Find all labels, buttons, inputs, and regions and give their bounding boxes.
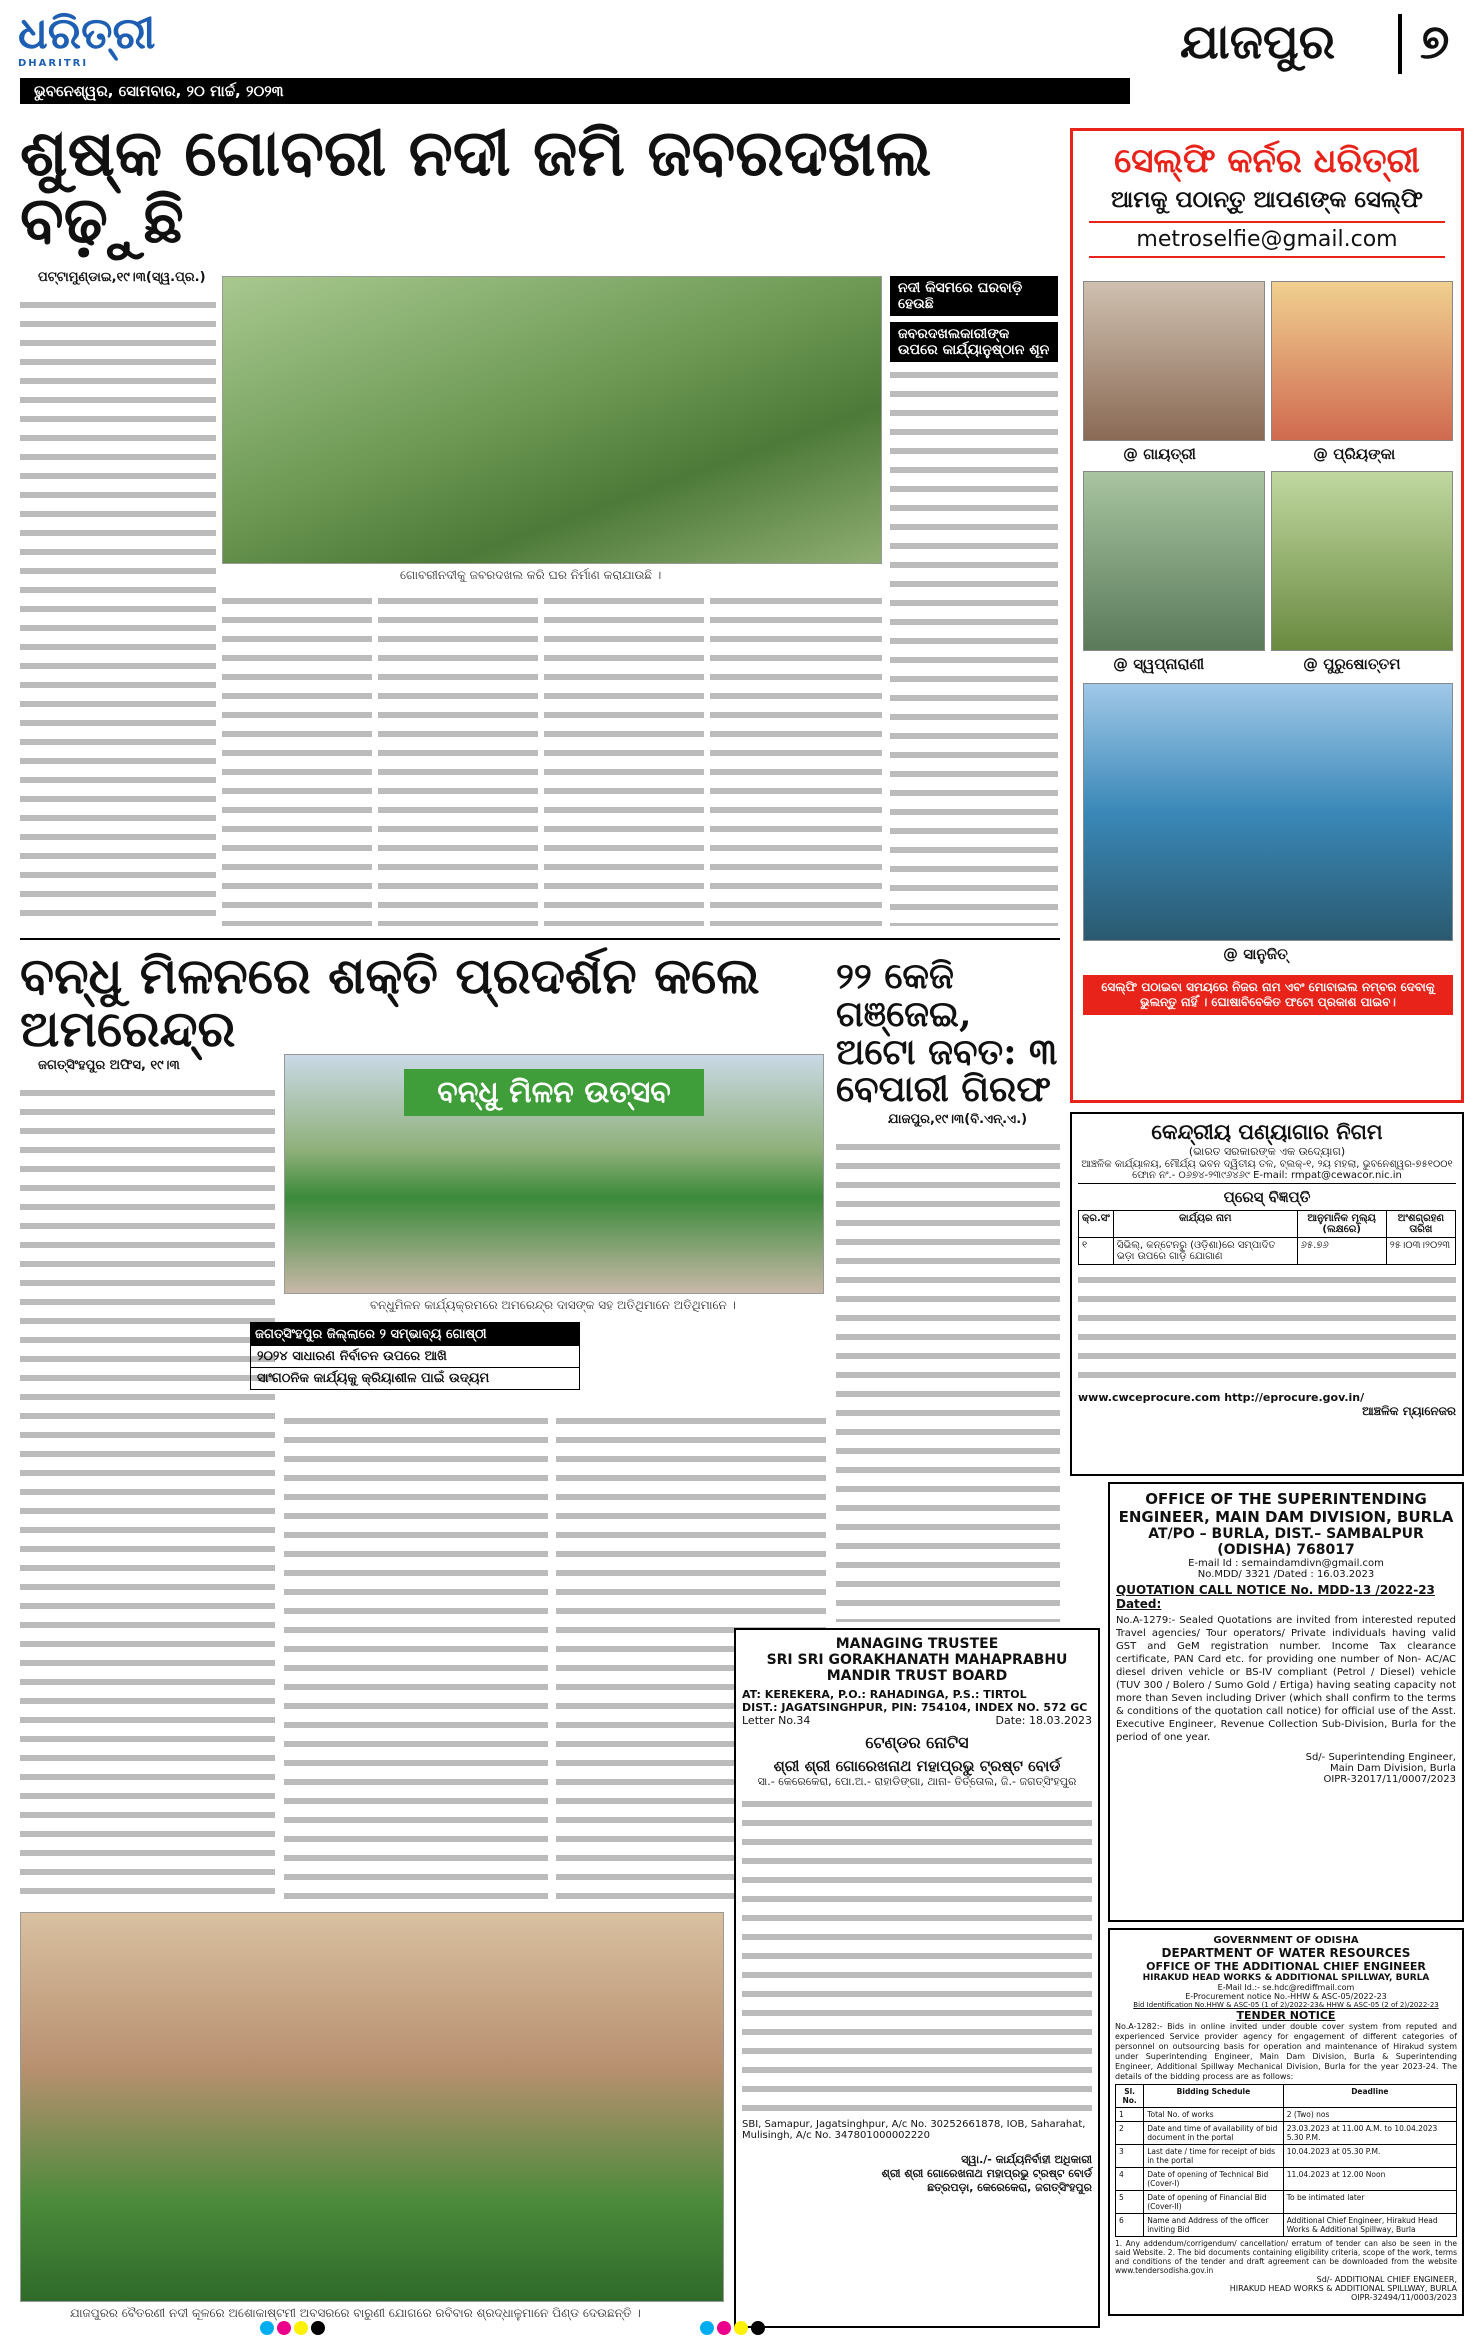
- ad-trust-l4: AT: KEREKERA, P.O.: RAHADINGA, P.S.: TIRTOL: [742, 1688, 1027, 1701]
- table-cell: Total No. of works: [1144, 2108, 1283, 2122]
- table-cell: To be intimated later: [1283, 2191, 1456, 2214]
- ad-hirakud-oipr: OIPR-32494/11/0003/2023: [1350, 2293, 1457, 2302]
- ad-burla-sign-2: Main Dam Division, Burla: [1330, 1763, 1456, 1774]
- table-row: [1116, 2168, 1457, 2191]
- table-cell: 2 (Two) nos: [1283, 2108, 1456, 2122]
- table-cell: Date of opening of Technical Bid (Cover-I): [1144, 2168, 1283, 2191]
- selfie-name-5: @ ସାନୁଜିତ୍: [1223, 945, 1288, 963]
- ad-burla-title: OFFICE OF THE SUPERINTENDING ENGINEER, MAIN DAM DIVISION, BURLA: [1118, 1490, 1454, 1526]
- ad-cwc-body: [1078, 1271, 1456, 1391]
- ad-cwc-website[interactable]: www.cwceprocure.com http://eprocure.gov.in/: [1078, 1391, 1365, 1404]
- ad-trust: [734, 1628, 1100, 2328]
- table-cell: 11.04.2023 at 12.00 Noon: [1283, 2168, 1456, 2191]
- story3-dateline: ଯାଜପୁର,୧୯।୩(ବି.ଏନ୍.ଏ.): [888, 1112, 1028, 1127]
- table-row: [1116, 2191, 1457, 2214]
- logo-text: ଧରିତ୍ରୀ: [18, 8, 156, 59]
- story4-photo-caption: ଯାଜପୁରର ବୈତରଣୀ ନଦୀ କୂଳରେ ଅଶୋକାଷ୍ଟମୀ ଅବସରରେ ବାରୁଣୀ ଯୋଗରେ ରବିବାର ଶ୍ରଦ୍ଧାଳୁମାନେ ପିଣ୍ଡ ଦେଉଛନ୍ତି ।: [70, 2306, 641, 2320]
- story1-highlight-1: ନଦୀ କିସମରେ ଘରବାଡ଼ି ହେଉଛି: [890, 276, 1058, 316]
- ad-hirakud-table: [1115, 2084, 1457, 2237]
- ad-cwc-th-3: ଆନୁମାନିକ ମୂଲ୍ୟ (ଲକ୍ଷରେ): [1297, 1211, 1386, 1238]
- selfie-email[interactable]: metroselfie@gmail.com: [1089, 221, 1445, 258]
- ad-trust-sign-1: ସ୍ୱା./- କାର୍ଯ୍ୟନିର୍ବାହୀ ଅଧିକାରୀ: [961, 2153, 1092, 2166]
- ad-burla: [1108, 1482, 1464, 1922]
- ad-hirakud-th-1: Sl. No.: [1116, 2085, 1144, 2108]
- selfie-footer: ସେଲ୍‌ଫି ପଠାଇବା ସମୟରେ ନିଜର ନାମ ଏବଂ ମୋବାଇଲ ନମ୍ବର ଦେବାକୁ ଭୁଲନ୍ତୁ ନାହିଁ । ଘୋଷାବିବେକିତ ଫଟୋ ପ୍ରକାଶ ପାଇବ।: [1083, 975, 1453, 1015]
- story4-photo: [20, 1912, 724, 2302]
- ad-trust-letter: Letter No.34: [742, 1714, 811, 1727]
- ad-hirakud-dept: DEPARTMENT OF WATER RESOURCES: [1161, 1946, 1411, 1960]
- table-cell: 23.03.2023 at 11.00 A.M. to 10.04.2023 5.30 P.M.: [1283, 2122, 1456, 2145]
- story2-column-1: [20, 1084, 275, 1904]
- story3-headline: ୨୨ କେଜି ଗଞ୍ଜେଇ, ଅଟୋ ଜବତ: ୩ ବେପାରୀ ଗିରଫ: [836, 955, 1058, 1111]
- table-row: [1116, 2108, 1457, 2122]
- page-number: ୭: [1420, 14, 1450, 70]
- table-cell: Last date / time for receipt of bids in the portal: [1144, 2145, 1283, 2168]
- ad-cwc-td-1: ୧: [1079, 1238, 1114, 1265]
- ad-hirakud-sign-2: HIRAKUD HEAD WORKS & ADDITIONAL SPILLWAY, BURLA: [1229, 2284, 1457, 2293]
- table-cell: 1: [1116, 2108, 1144, 2122]
- ad-cwc-td-2: ସିଭିଲ୍, କନ୍ଟେନରୁ (ଓଡ଼ିଶା)ରେ ସମ୍ପାଦିତ ଭଡ଼ା ଉପରେ ଗାଡ଼ି ଯୋଗାଣ: [1113, 1238, 1297, 1265]
- story2-headline: ବନ୍ଧୁ ମିଳନରେ ଶକ୍ତି ପ୍ରଦର୍ଶନ କଲେ ଅମରେନ୍ଦ୍ର: [20, 946, 760, 1058]
- ad-hirakud-notes: 1. Any addendum/corrigendum/ cancellation/ erratum of tender can also be seen in the said Website. 2. The bid documents containing eligibility criteria, scope of the work, terms and conditions of the tender and draft agreement can be downloaded from the website www.tendersodisha.gov.in: [1115, 2239, 1457, 2275]
- story1-column-3: [378, 592, 538, 926]
- yellow-dot: [294, 2321, 308, 2335]
- ad-cwc-office: ଆଞ୍ଚଳିକ କାର୍ଯ୍ୟାଳୟ, ମୌର୍ଯ୍ୟ ଭବନ ଦ୍ୱିତୀୟ ତଳ, ବ୍ଲକ୍-୧, ୨ୟ ମହଲା, ଭୁବନେଶ୍ୱର-୭୫୧୦୦୧: [1081, 1159, 1453, 1170]
- selfie-name-3: @ ସ୍ୱପ୍ନାରାଣୀ: [1113, 655, 1205, 673]
- story1-headline: ଶୁଷ୍କ ଗୋବରୀ ନଦୀ ଜମି ଜବରଦଖଲ ବଢ଼ୁଛି: [20, 116, 932, 259]
- yellow-dot: [734, 2321, 748, 2335]
- ad-trust-l3: MANDIR TRUST BOARD: [826, 1668, 1008, 1684]
- story2-photo: [284, 1054, 824, 1294]
- ad-cwc-th-1: କ୍ର.ସଂ: [1079, 1211, 1114, 1238]
- ad-burla-address: AT/PO – BURLA, DIST.– SAMBALPUR (ODISHA) 768017: [1148, 1526, 1424, 1558]
- ad-cwc-sign: ଆଞ୍ଚଳିକ ମ୍ୟାନେଜର: [1362, 1404, 1456, 1418]
- story1-dateline: ପଟ୍ଟାମୁଣ୍ଡାଇ,୧୯।୩(ସ୍ୱ.ପ୍ର.): [38, 270, 206, 285]
- ad-trust-date: Date: 18.03.2023: [995, 1714, 1092, 1727]
- story2-dateline: ଜଗତ୍‌ସିଂହପୁର ଅଫିସ, ୧୯।୩: [38, 1058, 180, 1073]
- ad-cwc-subtitle: (ଭାରତ ସରକାରଙ୍କ ଏକ ଉଦ୍ୟୋଗ): [1188, 1145, 1346, 1158]
- table-cell: 5: [1116, 2191, 1144, 2214]
- selfie-photo-1: [1083, 281, 1265, 441]
- story2-photo-caption: ବନ୍ଧୁମିଳନ କାର୍ଯ୍ୟକ୍ରମରେ ଅମରେନ୍ଦ୍ର ଦାସଙ୍କ ସହ ଅତିଥିମାନେ ଅତିଥିମାନେ ।: [370, 1298, 736, 1312]
- ad-trust-notice: ଟେଣ୍ଡର ନୋଟିସ: [865, 1733, 969, 1752]
- ad-burla-ref: No.MDD/ 3321 /Dated : 16.03.2023: [1197, 1569, 1375, 1580]
- ad-cwc-contact: ଫୋନ ନଂ.- ୦୬୭୪-୨୩୯୬୪୬୯ E-mail: rmpat@cewacor.nic.in: [1078, 1170, 1456, 1184]
- story1-column-right: [890, 366, 1058, 926]
- story2-highlight-title: ଜଗତ୍‌ସିଂହପୁର ଜିଲ୍ଲାରେ ୨ ସମ୍ଭାବ୍ୟ ଗୋଷ୍ଠୀ: [251, 1323, 579, 1346]
- ad-hirakud-sign-1: Sd/- ADDITIONAL CHIEF ENGINEER,: [1316, 2275, 1457, 2284]
- story1-column-2: [222, 592, 372, 926]
- selfie-name-1: @ ଗାୟତ୍ରୀ: [1123, 445, 1196, 463]
- ad-trust-sign-2: ଶ୍ରୀ ଶ୍ରୀ ଗୋରେଖନାଥ ମହାପ୍ରଭୁ ଟ୍ରଷ୍ଟ ବୋର୍ଡ: [881, 2167, 1092, 2180]
- ad-hirakud-th-2: Bidding Schedule: [1144, 2085, 1283, 2108]
- color-registration-marks-2: [700, 2320, 768, 2339]
- section-divider: [20, 938, 1060, 940]
- ad-trust-l5: DIST.: JAGATSINGHPUR, PIN: 754104, INDEX NO. 572 GC: [742, 1701, 1088, 1714]
- selfie-photo-3: [1083, 471, 1265, 651]
- ad-hirakud-proj: HIRAKUD HEAD WORKS & ADDITIONAL SPILLWAY, BURLA: [1142, 1973, 1430, 1983]
- ad-trust-l2: SRI SRI GORAKHANATH MAHAPRABHU: [766, 1652, 1068, 1668]
- black-dot: [751, 2321, 765, 2335]
- selfie-tagline: ଆମକୁ ପଠାନ୍ତୁ ଆପଣଙ୍କ ସେଲ୍‌ଫି: [1110, 187, 1424, 213]
- table-row: [1116, 2122, 1457, 2145]
- magenta-dot: [717, 2321, 731, 2335]
- ad-cwc: [1070, 1112, 1464, 1476]
- ad-trust-bank: SBI, Samapur, Jagatsinghpur, A/c No. 30252661878, IOB, Saharahat, Mulisingh, A/c No. 347801000002220: [742, 2119, 1086, 2141]
- table-cell: Date and time of availability of bid document in the portal: [1144, 2122, 1283, 2145]
- ad-cwc-title: କେନ୍ଦ୍ରୀୟ ପଣ୍ୟାଗାର ନିଗମ: [1151, 1120, 1383, 1144]
- magenta-dot: [277, 2321, 291, 2335]
- story2-highlight-2: ସାଂଗଠନିକ କାର୍ଯ୍ୟକୁ କ୍ରିୟାଶୀଳ ପାଇଁ ଉଦ୍ୟମ: [257, 1371, 490, 1386]
- ad-trust-body: [742, 1795, 1092, 2115]
- ad-trust-odia-addr: ସା.- କେରେକେରା, ପୋ.ଅ.- ରାହାଡିଙ୍ଗା, ଥାନା- ତିର୍ତ୍ତୋଲ, ଜି.- ଜଗତ୍‌ସିଂହପୁର: [757, 1775, 1077, 1788]
- table-row: [1116, 2145, 1457, 2168]
- table-row: [1116, 2214, 1457, 2237]
- story1-photo-caption: ଗୋବରୀନଦୀକୁ ଜବରଦଖଲ କରି ଘର ନିର୍ମାଣ କରାଯାଉଛି ।: [400, 568, 662, 582]
- ad-burla-body: No.A-1279:- Sealed Quotations are invited from interested reputed Travel agencies/ Tour operators/ Private individuals having valid GST and GeM registration number. Income Tax clearance certificate, PAN Card etc. for providing one number of Non- AC/AC diesel driven vehicle or BS-IV compliant (Petrol / Diesel) vehicle (TUV 300 / Bolero / Sumo Gold / Ertiga) having seating capacity not more than Seven including Driver (which shall confirm to the terms & conditions of the quotation call notice) for official use of the Asst. Executive Engineer, Revenue Collection Sub-Division, Burla for the period of one year.: [1116, 1615, 1456, 1743]
- story1-highlights: [890, 276, 1058, 362]
- table-cell: 10.04.2023 at 05.30 P.M.: [1283, 2145, 1456, 2168]
- ad-cwc-th-2: କାର୍ଯ୍ୟର ନାମ: [1113, 1211, 1297, 1238]
- table-cell: Date of opening of Financial Bid (Cover-II): [1144, 2191, 1283, 2214]
- story3-column: [836, 1138, 1060, 1622]
- ad-hirakud-notice: TENDER NOTICE: [1236, 2009, 1336, 2022]
- story2-highlight-1: ୨୦୨୪ ସାଧାରଣ ନିର୍ବାଚନ ଉପରେ ଆଖି: [251, 1346, 579, 1368]
- section-name: ଯାଜପୁର: [1180, 14, 1336, 70]
- story1-highlight-2: ଜବରଦଖଲକାରୀଙ୍କ ଉପରେ କାର୍ଯ୍ୟାନୁଷ୍ଠାନ ଶୂନ: [890, 322, 1058, 362]
- ad-burla-email: E-mail Id : semaindamdivn@gmail.com: [1188, 1558, 1384, 1569]
- story1-photo: [222, 276, 882, 564]
- ad-cwc-notice: ପ୍ରେସ୍ ବିଜ୍ଞପ୍ତି: [1223, 1188, 1311, 1206]
- selfie-photo-2: [1271, 281, 1453, 441]
- logo-subtext: DHARITRI: [18, 58, 89, 69]
- selfie-corner: [1070, 128, 1464, 1103]
- table-cell: 6: [1116, 2214, 1144, 2237]
- ad-cwc-td-3: ୬୫.୭୬: [1297, 1238, 1386, 1265]
- ad-hirakud-office: OFFICE OF THE ADDITIONAL CHIEF ENGINEER: [1146, 1960, 1426, 1973]
- dateline-text: ଭୁବନେଶ୍ୱର, ସୋମବାର, ୨୦ ମାର୍ଚ୍ଚ, ୨୦୨୩: [34, 82, 284, 100]
- ad-trust-ref: [742, 1714, 1092, 1727]
- ad-trust-odia-title: ଶ୍ରୀ ଶ୍ରୀ ଗୋରେଖନାଥ ମହାପ୍ରଭୁ ଟ୍ରଷ୍ଟ ବୋର୍ଡ: [773, 1757, 1061, 1775]
- selfie-name-2: @ ପ୍ରିୟଙ୍କା: [1313, 445, 1396, 463]
- black-dot: [311, 2321, 325, 2335]
- ad-cwc-th-4: ଅଂଶଗ୍ରହଣ ତାରିଖ: [1386, 1211, 1455, 1238]
- cyan-dot: [260, 2321, 274, 2335]
- table-cell: 2: [1116, 2122, 1144, 2145]
- ad-trust-l1: MANAGING TRUSTEE: [835, 1636, 999, 1652]
- ad-cwc-td-4: ୨୫।୦୩।୨୦୨୩: [1386, 1238, 1455, 1265]
- story2-highlights: [250, 1322, 580, 1390]
- selfie-name-4: @ ପୁରୁଷୋତ୍ତମ: [1303, 655, 1401, 673]
- table-cell: Additional Chief Engineer, Hirakud Head Works & Additional Spillway, Burla: [1283, 2214, 1456, 2237]
- ad-hirakud-bid: Bid Identification No.HHW & ASC-05 (1 of 2)/2022-23& HHW & ASC-05 (2 of 2)/2022-23: [1133, 2001, 1439, 2009]
- story1-column-5: [710, 592, 882, 926]
- cyan-dot: [700, 2321, 714, 2335]
- ad-burla-oipr: OIPR-32017/11/0007/2023: [1323, 1774, 1456, 1785]
- table-cell: 4: [1116, 2168, 1144, 2191]
- ad-trust-sign-3: ଛତ୍ରପଡ଼ା, କେରେକେରା, ଜଗତ୍‌ସିଂହପୁର: [927, 2181, 1092, 2194]
- ad-hirakud-gov: GOVERNMENT OF ODISHA: [1213, 1935, 1359, 1946]
- color-registration-marks: [260, 2320, 328, 2339]
- dateline-bar: [20, 78, 1130, 104]
- masthead-divider: [1398, 14, 1402, 74]
- masthead-logo: [18, 10, 168, 70]
- ad-hirakud-eproc: E-Procurement notice No.-HHW & ASC-05/2022-23: [1185, 1992, 1387, 2001]
- table-cell: 3: [1116, 2145, 1144, 2168]
- selfie-brand: ସେଲ୍ଫି କର୍ନର ଧରିତ୍ରୀ: [1114, 141, 1420, 181]
- story2-banner: ବନ୍ଧୁ ମିଳନ ଉତ୍ସବ: [404, 1069, 704, 1116]
- ad-hirakud-email: E-Mail Id.:- se.hdc@rediffmail.com: [1217, 1983, 1355, 1992]
- ad-burla-sign-1: Sd/- Superintending Engineer,: [1305, 1752, 1456, 1763]
- ad-cwc-table: [1078, 1210, 1456, 1265]
- ad-hirakud-th-3: Deadline: [1283, 2085, 1456, 2108]
- table-cell: Name and Address of the officer inviting Bid: [1144, 2214, 1283, 2237]
- story1-column-4: [544, 592, 704, 926]
- selfie-photo-5: [1083, 683, 1453, 941]
- ad-burla-notice: QUOTATION CALL NOTICE No. MDD-13 /2022-23 Dated:: [1116, 1583, 1435, 1611]
- story1-column-1: [20, 296, 216, 926]
- ad-hirakud-body: No.A-1282:- Bids in online invited under double cover system from reputed and experienced Service provider agency for engagement of different categories of personnel on outsourcing basis for operation and maintenance of Hirakud system under Superintending Engineer, Main Dam Division, Burla & Superintending Engineer, Additional Spillway Mechanical Division, Burla for the year 2023-24. The details of the bidding process are as follows:: [1115, 2022, 1457, 2081]
- story2-column-2: [284, 1412, 548, 1904]
- ad-hirakud: [1108, 1928, 1464, 2316]
- selfie-photo-4: [1271, 471, 1453, 651]
